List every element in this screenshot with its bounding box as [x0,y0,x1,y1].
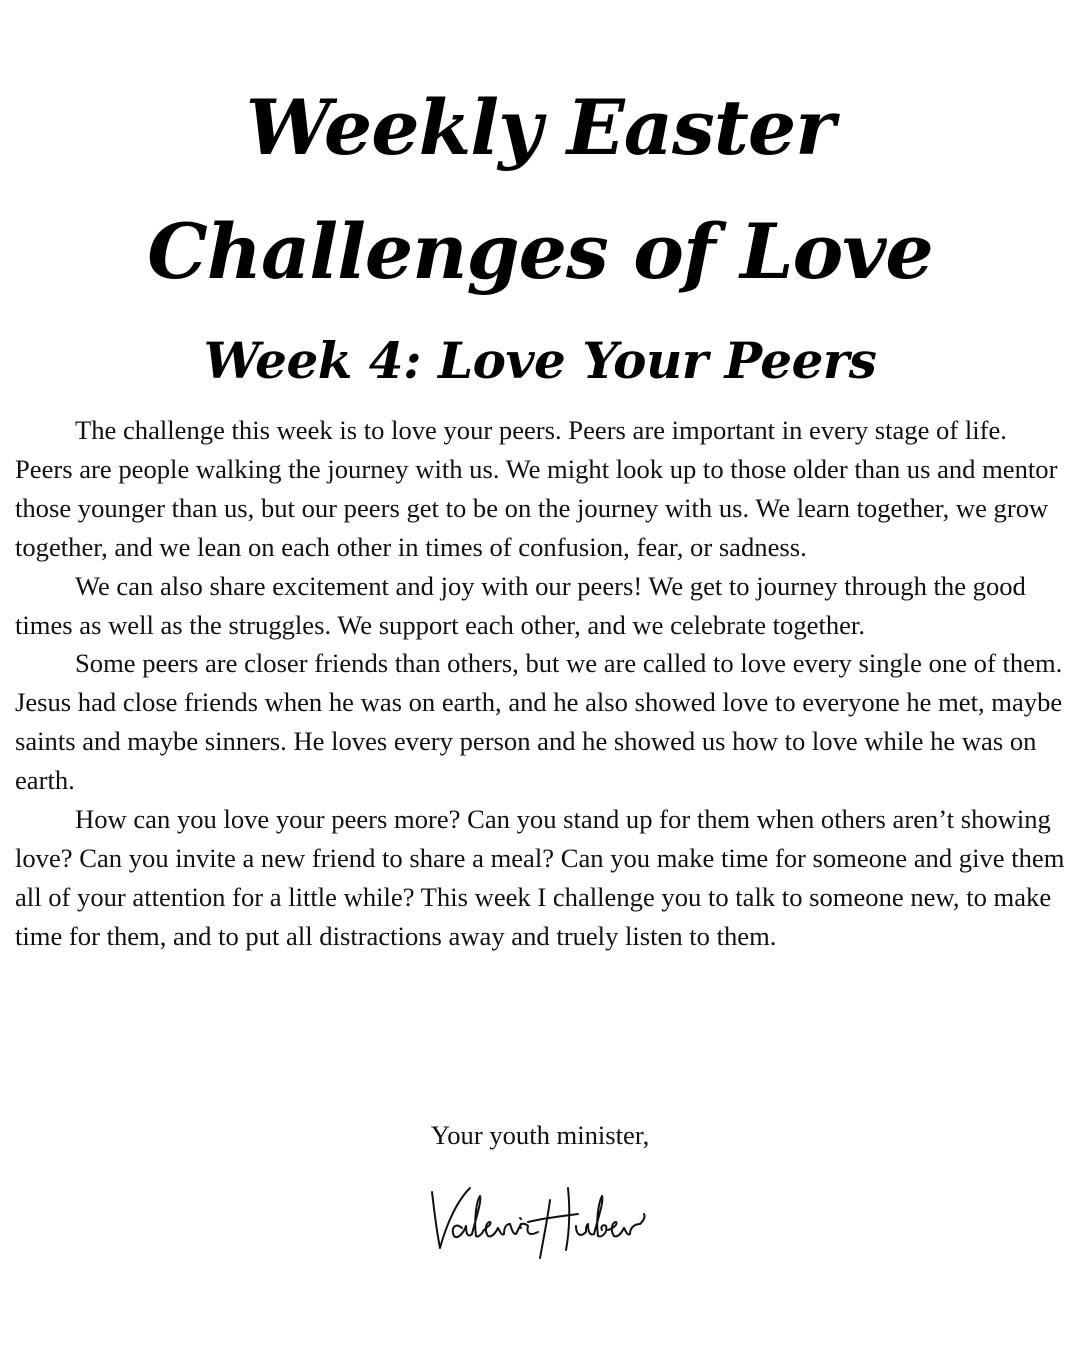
title-line-2: Challenges of Love [147,207,933,296]
closing-line: Your youth minister, [430,1120,650,1150]
paragraph-1: The challenge this week is to love your peers. Peers are important in every stage of life. Peers are people walking the journey with us. We might look up to those older than us and mentor those younger than us, but our peers get to be on the journey with us. We learn together, we grow together, and we lean on each other in times of confusion, fear, or sadness. [15,415,1058,562]
paragraph-3: Some peers are closer friends than others, but we are called to love every single one of them. Jesus had close friends when he was on earth, and he also showed love to everyone he met, maybe saints and maybe sinners. He loves every person and he showed us how to love while he was on earth. [15,648,1063,796]
subtitle: Week 4: Love Your Peers [203,331,877,390]
paragraph-2: We can also share excitement and joy with our peers! We get to journey through the good times as well as the struggles. We support each other, and we celebrate together. [15,570,1026,640]
title-line-1: Weekly Easter [245,83,835,172]
signature [420,1178,660,1268]
paragraph-4: How can you love your peers more? Can you stand up for them when others aren’t showing love? Can you invite a new friend to share a meal? Can you make time for someone and give them all of your attention for a little while? This week I challenge you to talk to someone new, to make time for them, and to put all distractions away and truely listen to them. [15,804,1065,951]
body-text [15,411,1071,956]
